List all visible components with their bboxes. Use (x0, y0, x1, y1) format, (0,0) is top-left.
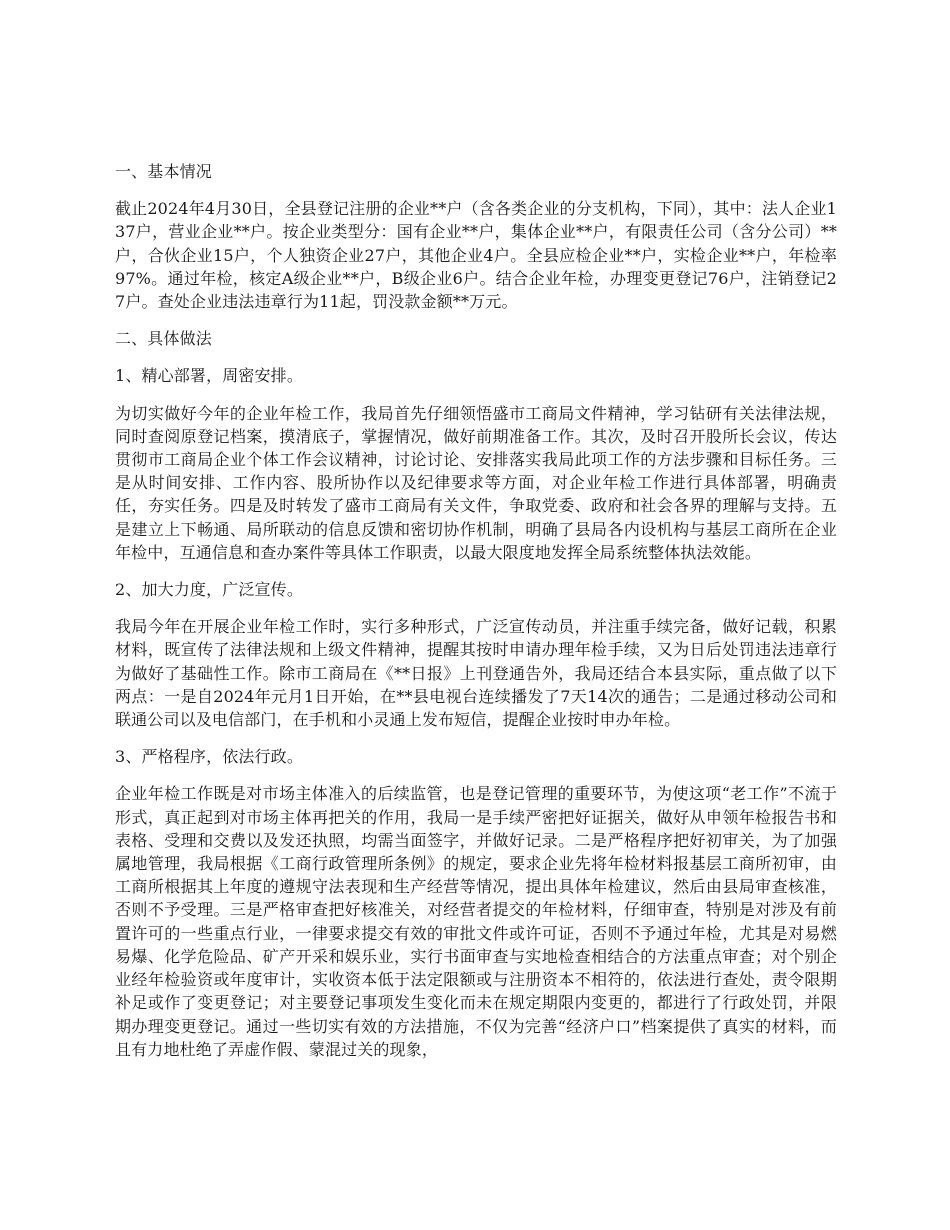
paragraph-publicity: 我局今年在开展企业年检工作时，实行多种形式，广泛宣传动员，并注重手续完备，做好记载，积累材料，既宣传了法律法规和上级文件精神，提醒其按时申请办理年检手续，又为日后处罚违法违章行为做好了基础性工作。除市工商局在《**日报》上刊登通告外，我局还结合本县实际，重点做了以下两点：一是自2024年元月1日开始，在**县电视台连续播发了7天14次的通告；二是通过移动公司和联通公司以及电信部门，在手机和小灵通上发布短信，提醒企业按时申办年检。 (115, 617, 837, 730)
paragraph-procedure: 企业年检工作既是对市场主体准入的后续监管，也是登记管理的重要环节，为使这项“老工作”不流于形式，真正起到对市场主体再把关的作用，我局一是手续严密把好证据关，做好从申领年检报告书和表格、受理和交费以及发还执照，均需当面签字，并做好记录。二是严格程序把好初审关，为了加强属地管理，我局根据《工商行政管理所条例》的规定，要求企业先将年检材料报基层工商所初审，由工商所根据其上年度的遵规守法表现和生产经营等情况，提出具体年检建议，然后由县局审查核准，否则不予受理。三是严格审查把好核准关，对经营者提交的年检材料，仔细审查，特别是对涉及有前置许可的一些重点行业，一律要求提交有效的审批文件或许可证，否则不予通过年检，尤其是对易燃易爆、化学危险品、矿产开采和娱乐业，实行书面审查与实地检查相结合的方法重点审查；对个别企业经年检验资或年度审计，实收资本低于法定限额或与注册资本不相符的，依法进行查处，责令限期补足或作了变更登记；对主要登记事项发生变化而未在规定期限内变更的，都进行了行政处罚，并限期办理变更登记。通过一些切实有效的方法措施，不仅为完善“经济户口”档案提供了真实的材料，而且有力地杜绝了弄虚作假、蒙混过关的现象， (115, 784, 837, 1059)
paragraph-deployment: 为切实做好今年的企业年检工作，我局首先仔细领悟盛市工商局文件精神，学习钻研有关法律法规，同时查阅原登记档案，摸清底子，掌握情况，做好前期准备工作。其次，及时召开股所长会议，传达贯彻市工商局企业个体工作会议精神，讨论讨论、安排落实我局此项工作的方法步骤和目标任务。三是从时间安排、工作内容、股所协作以及纪律要求等方面，对企业年检工作进行具体部署，明确责任，夯实任务。四是及时转发了盛市工商局有关文件，争取党委、政府和社会各界的理解与支持。五是建立上下畅通、局所联动的信息反馈和密切协作机制，明确了县局各内设机构与基层工商所在企业年检中，互通信息和查办案件等具体工作职责，以最大限度地发挥全局系统整体执法效能。 (115, 403, 837, 562)
subheading-procedure: 3、严格程序，依法行政。 (115, 747, 303, 767)
subheading-publicity: 2、加大力度，广泛宣传。 (115, 580, 303, 600)
paragraph-basic-situation: 截止2024年4月30日，全县登记注册的企业**户（含各类企业的分支机构，下同），其中：法人企业137户，营业企业**户。按企业类型分：国有企业**户，集体企业**户，有限责任公司（含分公司）**户，合伙企业15户，个人独资企业27户，其他企业4户。全县应检企业**户，实检企业**户，年检率97%。通过年检，核定A级企业**户，B级企业6户。结合企业年检，办理变更登记76户，注销登记27户。查处企业违法违章行为11起，罚没款金额**万元。 (115, 199, 837, 312)
section-heading-specific-methods: 二、具体做法 (115, 329, 212, 349)
section-heading-basic-situation: 一、基本情况 (115, 162, 212, 181)
document-body (115, 160, 837, 1075)
subheading-deployment: 1、精心部署，周密安排。 (115, 366, 303, 386)
